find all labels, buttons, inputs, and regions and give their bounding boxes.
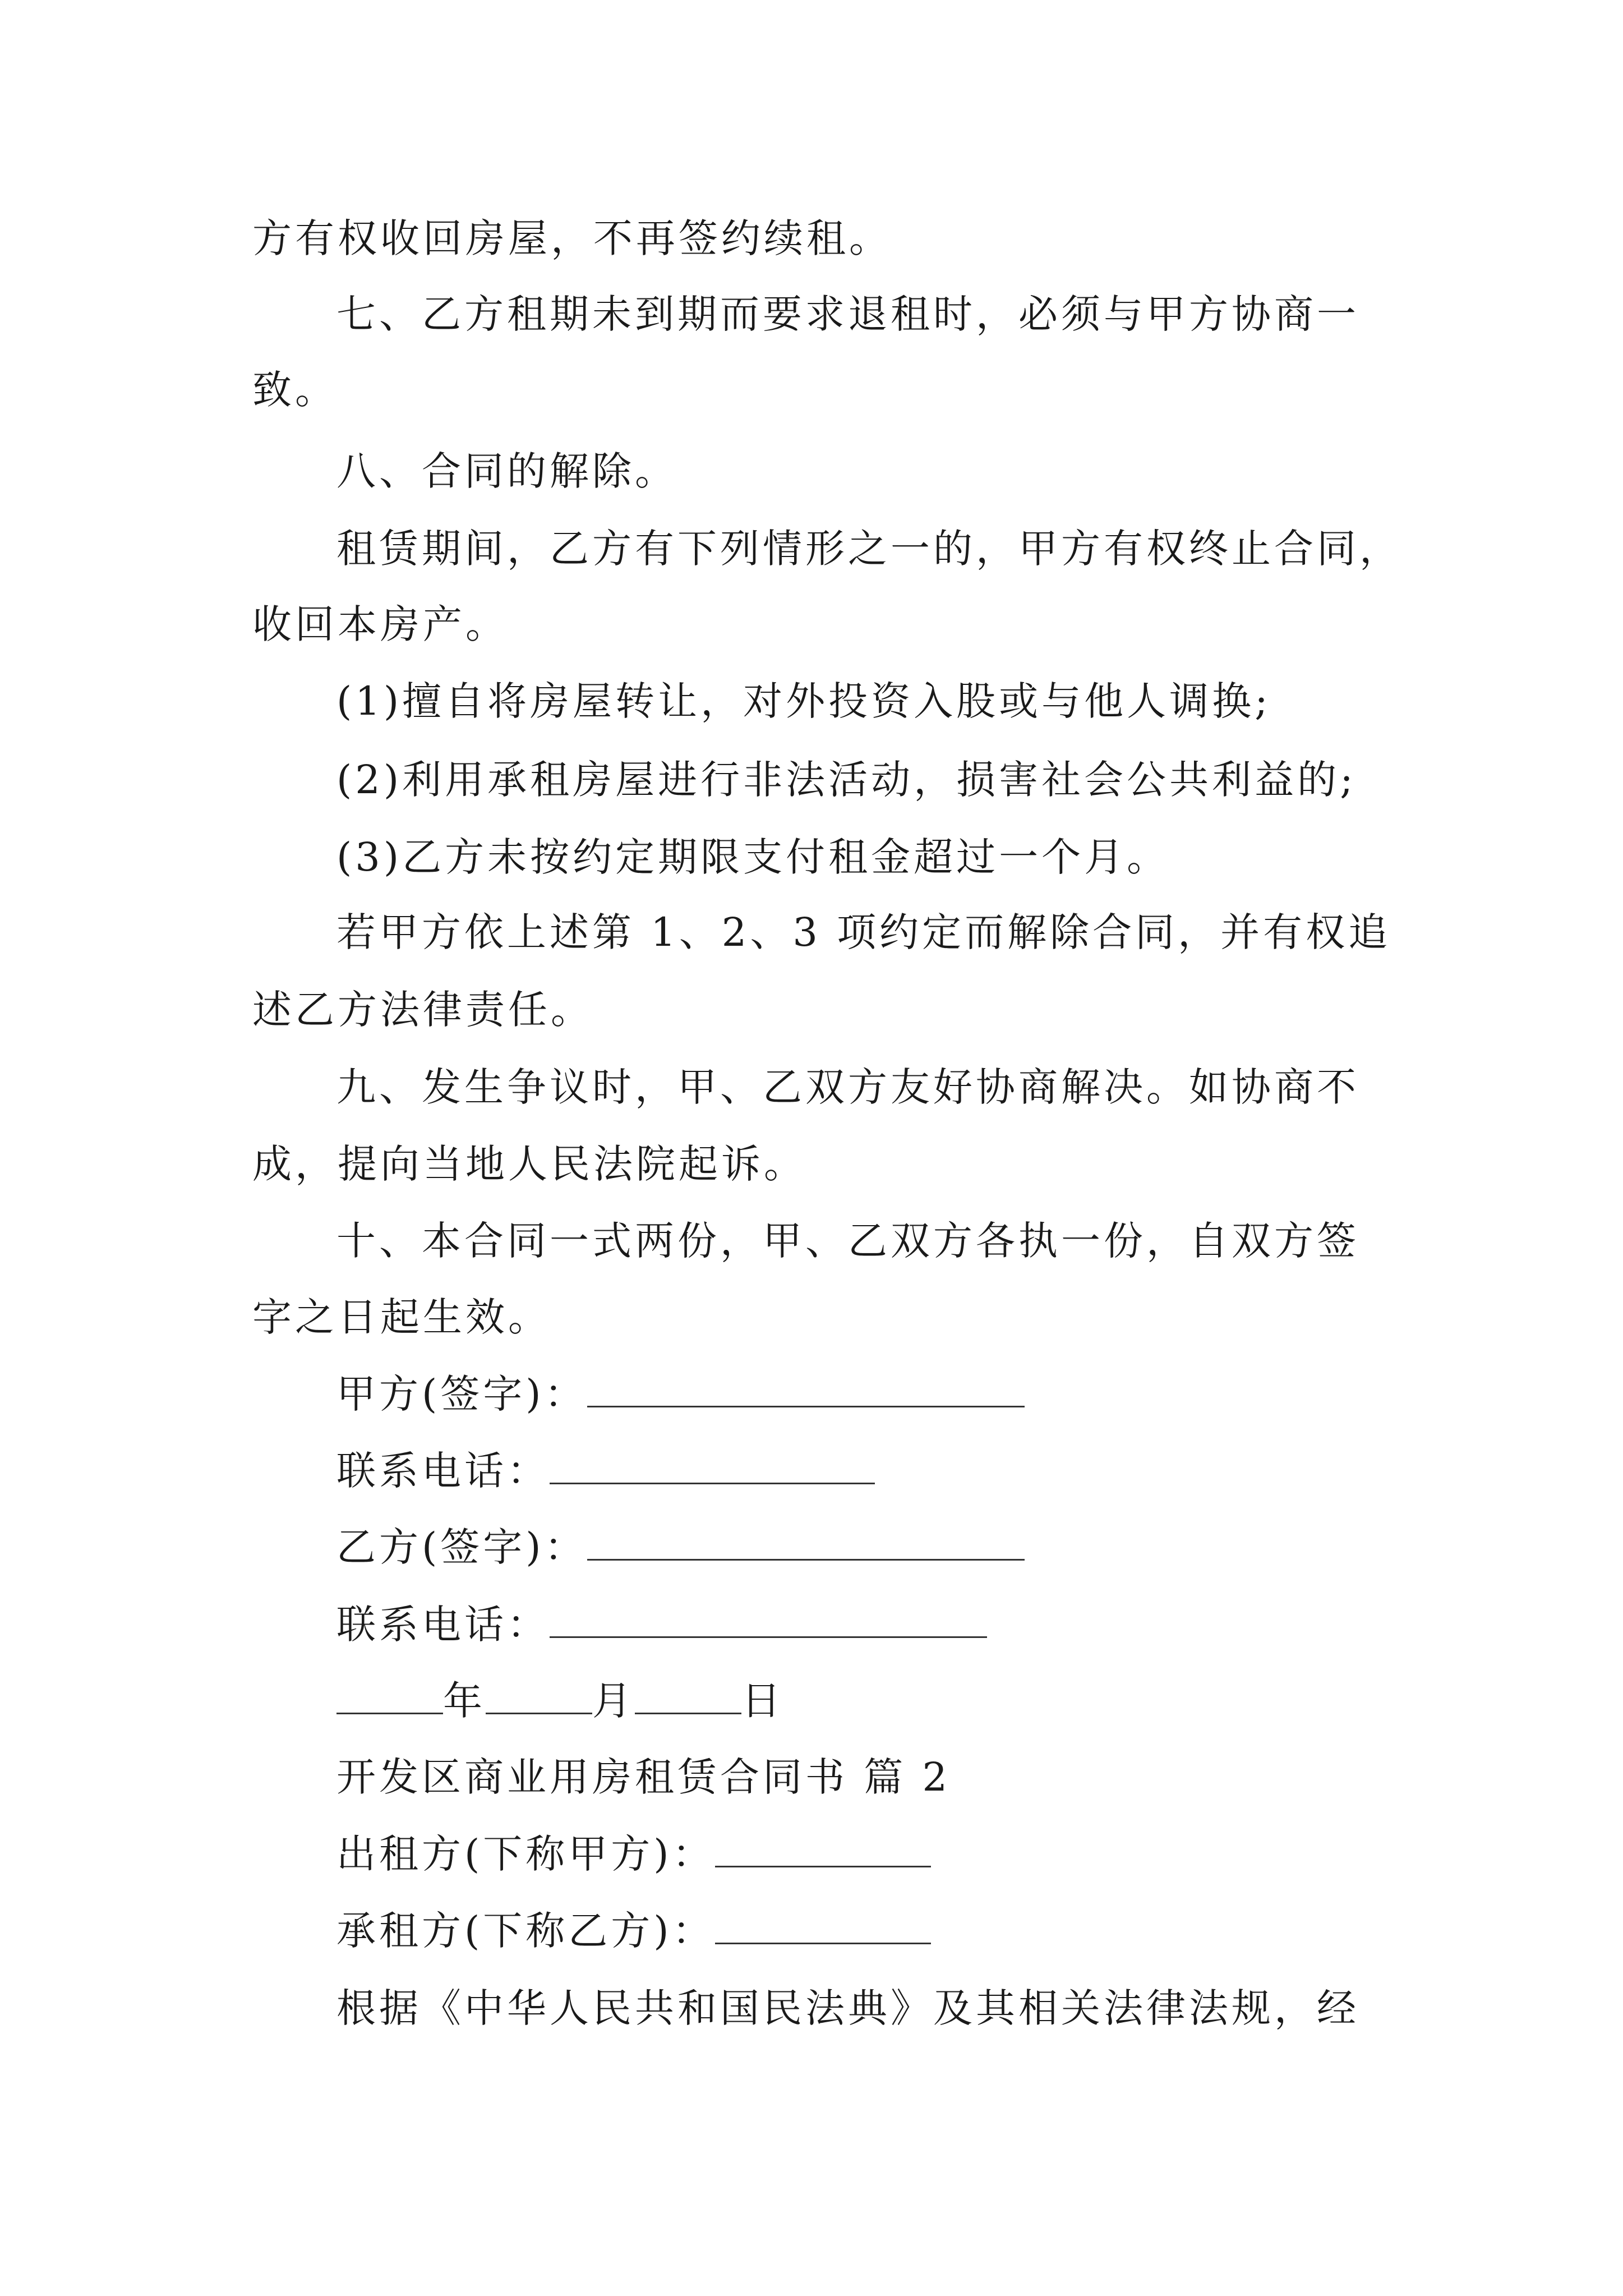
lessee-row (336, 1903, 931, 1959)
date-row (336, 1673, 784, 1729)
text-line: 方有权收回房屋，不再签约续租。 (252, 215, 892, 261)
section-title: 开发区商业用房租赁合同书 篇 2 (336, 1754, 951, 1800)
lessor-label: 出租方(下称甲方)： (336, 1831, 715, 1877)
party-b-signature-blank (587, 1524, 1025, 1561)
text-line: 字之日起生效。 (252, 1294, 551, 1340)
month-blank (486, 1678, 592, 1714)
text-line: (1)擅自将房屋转让，对外投资入股或与他人调换; (336, 678, 1271, 724)
text-line: 成，提向当地人民法院起诉。 (252, 1141, 806, 1187)
lessor-row (336, 1826, 931, 1882)
phone-a-blank (550, 1448, 875, 1484)
text-line: 十、本合同一式两份，甲、乙双方各执一份，自双方签 (336, 1218, 1359, 1264)
text-line: 租赁期间，乙方有下列情形之一的，甲方有权终止合同， (336, 526, 1402, 572)
party-a-signature-row (336, 1366, 1025, 1422)
text-line: 七、乙方租期未到期而要求退租时，必须与甲方协商一 (336, 291, 1359, 337)
lessee-blank (715, 1908, 931, 1944)
phone-b-row (336, 1596, 987, 1653)
text-line: (3)乙方未按约定期限支付租金超过一个月。 (336, 834, 1170, 880)
text-line: 致。 (252, 367, 338, 413)
text-line: 若甲方依上述第 1、2、3 项约定而解除合同，并有权追 (336, 909, 1391, 955)
lessee-label: 承租方(下称乙方)： (336, 1908, 715, 1954)
party-a-label: 甲方(签字)： (336, 1371, 587, 1417)
day-label: 日 (741, 1678, 784, 1724)
year-label: 年 (443, 1678, 486, 1724)
month-label: 月 (592, 1678, 635, 1724)
text-line: 收回本房产。 (252, 601, 508, 647)
text-line: 九、发生争议时，甲、乙双方友好协商解决。如协商不 (336, 1064, 1359, 1110)
phone-b-blank (550, 1602, 987, 1638)
phone-a-label: 联系电话： (336, 1448, 550, 1494)
day-blank (635, 1678, 741, 1714)
text-line: 八、合同的解除。 (336, 448, 677, 494)
phone-a-row (336, 1443, 875, 1499)
phone-b-label: 联系电话： (336, 1602, 550, 1648)
party-b-signature-row (336, 1519, 1025, 1575)
text-line: 述乙方法律责任。 (252, 987, 593, 1033)
party-a-signature-blank (587, 1371, 1025, 1407)
text-line: (2)利用承租房屋进行非法活动，损害社会公共利益的; (336, 757, 1357, 803)
party-b-label: 乙方(签字)： (336, 1524, 587, 1570)
lessor-blank (715, 1831, 931, 1867)
year-blank (336, 1678, 443, 1714)
text-line: 根据《中华人民共和国民法典》及其相关法律法规，经 (336, 1985, 1359, 2031)
